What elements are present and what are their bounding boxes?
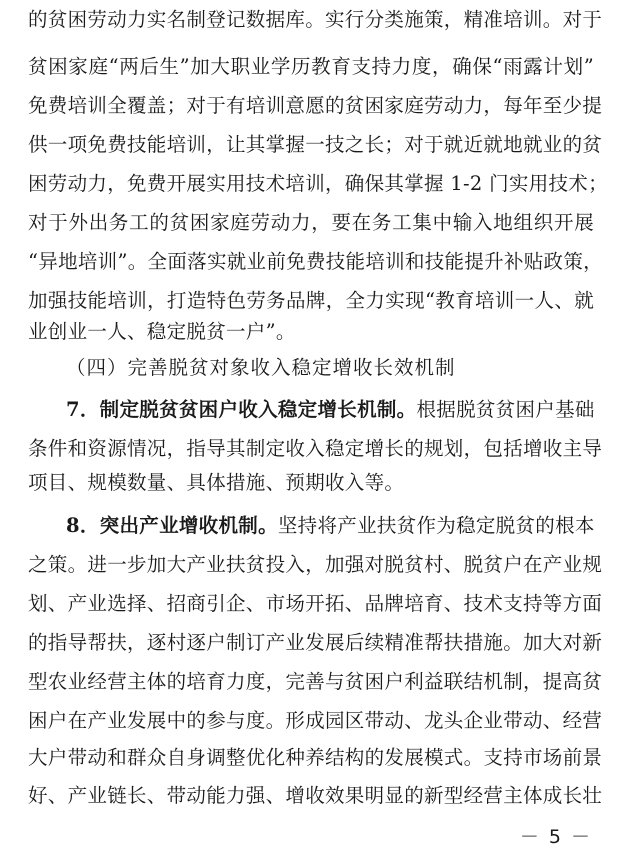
paragraph-line: 项目、规模数量、具体措施、预期收入等。 [28, 471, 405, 494]
paragraph-line: 免费培训全覆盖；对于有培训意愿的贫困家庭劳动力，每年至少提 [28, 94, 603, 117]
paragraph-line: 对于外出务工的贫困家庭劳动力，要在务工集中输入地组织开展 [28, 211, 594, 234]
paragraph-line: 困户在产业发展中的参与度。形成园区带动、龙头企业带动、经营 [28, 709, 603, 732]
paragraph-line: 业创业一人、稳定脱贫一户”。 [28, 320, 296, 343]
item-first-line [66, 398, 594, 422]
paragraph-line: 之策。进一步加大产业扶贫投入，加强对脱贫村、脱贫户在产业规 [28, 553, 603, 576]
paragraph-line: 型农业经营主体的培育力度，完善与贫困户利益联结机制，提高贫 [28, 670, 603, 693]
paragraph-line: 好、产业链长、带动能力强、增收效果明显的新型经营主体成长壮 [28, 784, 603, 807]
paragraph-line: 供一项免费技能培训，让其掌握一技之长；对于就近就地就业的贫 [28, 133, 603, 156]
item-text: 坚持将产业扶贫作为稳定脱贫的根本 [277, 514, 595, 537]
paragraph-line: 划、产业选择、招商引企、市场开拓、品牌培育、技术支持等方面 [28, 592, 603, 615]
page-number: － 5 － [519, 826, 592, 848]
paragraph-line: 条件和资源情况，指导其制定收入稳定增长的规划，包括增收主导 [28, 437, 603, 460]
paragraph-line: 加强技能培训，打造特色劳务品牌，全力实现“教育培训一人、就 [28, 289, 594, 312]
item-title: 7．制定脱贫贫困户收入稳定增长机制。 [66, 398, 417, 421]
paragraph-line: 困劳动力，免费开展实用技术培训，确保其掌握 1-2 门实用技术； [28, 172, 608, 195]
paragraph-line: 大户带动和群众自身调整优化种养结构的发展模式。支持市场前景 [28, 746, 603, 769]
paragraph-line: 的指导帮扶，逐村逐户制订产业发展后续精准帮扶措施。加大对新 [28, 631, 603, 654]
item-title: 8．突出产业增收机制。 [66, 514, 278, 537]
paragraph-line: 贫困家庭“两后生”加大职业学历教育支持力度，确保“雨露计划” [28, 55, 594, 78]
paragraph-line: 的贫困劳动力实名制登记数据库。实行分类施策，精准培训。对于 [28, 8, 603, 31]
item-first-line [66, 514, 594, 538]
paragraph-line: “异地培训”。全面落实就业前免费技能培训和技能提升补贴政策， [28, 250, 603, 273]
section-heading: （四）完善脱贫对象收入稳定增收长效机制 [66, 356, 456, 379]
item-text: 根据脱贫贫困户基础 [416, 398, 595, 421]
